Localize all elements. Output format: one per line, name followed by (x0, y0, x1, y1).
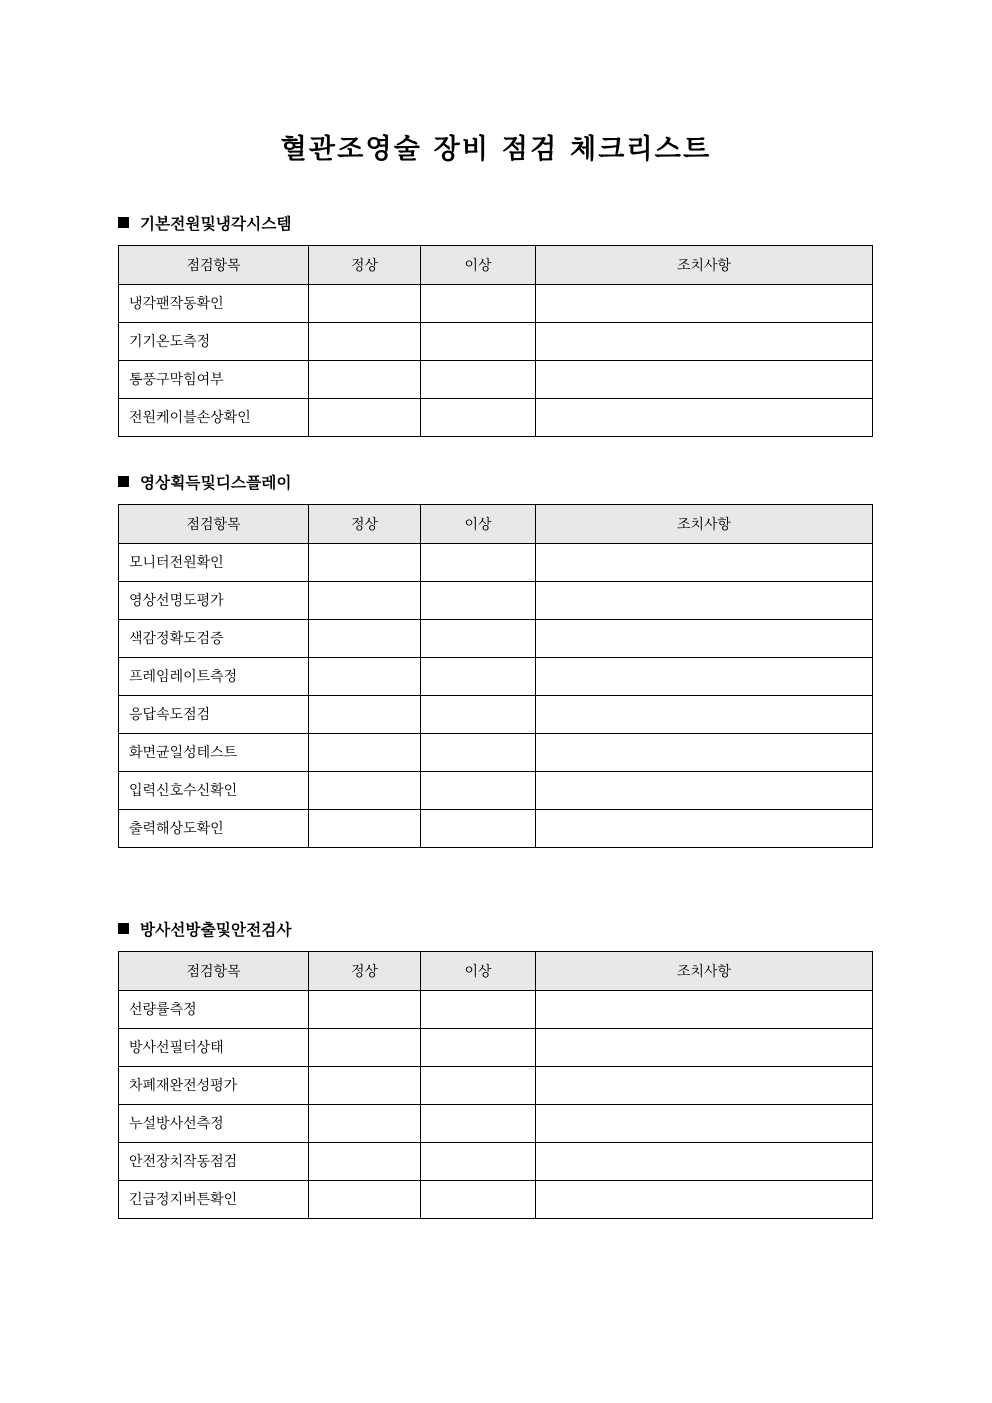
cell-abnormal[interactable] (421, 1028, 536, 1066)
cell-abnormal[interactable] (421, 322, 536, 360)
cell-item: 선량률측정 (119, 990, 309, 1028)
cell-action[interactable] (536, 543, 873, 581)
cell-abnormal[interactable] (421, 581, 536, 619)
table-header-row (119, 245, 873, 284)
table-row (119, 695, 873, 733)
column-header-normal: 정상 (309, 245, 421, 284)
cell-action[interactable] (536, 398, 873, 436)
section-basic-power-cooling (0, 212, 992, 437)
table-row (119, 322, 873, 360)
cell-abnormal[interactable] (421, 1104, 536, 1142)
cell-normal[interactable] (309, 581, 421, 619)
cell-abnormal[interactable] (421, 1066, 536, 1104)
cell-abnormal[interactable] (421, 398, 536, 436)
cell-normal[interactable] (309, 1066, 421, 1104)
cell-abnormal[interactable] (421, 619, 536, 657)
cell-item: 긴급정지버튼확인 (119, 1180, 309, 1218)
table-row (119, 360, 873, 398)
cell-item: 안전장치작동점검 (119, 1142, 309, 1180)
cell-item: 모니터전원확인 (119, 543, 309, 581)
cell-item: 화면균일성테스트 (119, 733, 309, 771)
checklist-table (118, 504, 873, 848)
cell-action[interactable] (536, 1142, 873, 1180)
cell-normal[interactable] (309, 1142, 421, 1180)
cell-action[interactable] (536, 284, 873, 322)
table-row (119, 771, 873, 809)
cell-item: 출력해상도확인 (119, 809, 309, 847)
table-header-row (119, 951, 873, 990)
table-row (119, 581, 873, 619)
cell-item: 기기온도측정 (119, 322, 309, 360)
table-row (119, 990, 873, 1028)
column-header-abnormal: 이상 (421, 245, 536, 284)
cell-abnormal[interactable] (421, 657, 536, 695)
table-row (119, 733, 873, 771)
cell-item: 영상선명도평가 (119, 581, 309, 619)
square-bullet-icon (118, 476, 129, 487)
cell-abnormal[interactable] (421, 695, 536, 733)
cell-item: 입력신호수신확인 (119, 771, 309, 809)
square-bullet-icon (118, 923, 129, 934)
column-header-abnormal: 이상 (421, 951, 536, 990)
cell-normal[interactable] (309, 1180, 421, 1218)
section-heading-label: 기본전원및냉각시스템 (140, 214, 292, 233)
column-header-item: 점검항목 (119, 504, 309, 543)
table-row (119, 1180, 873, 1218)
cell-item: 프레임레이트측정 (119, 657, 309, 695)
cell-abnormal[interactable] (421, 284, 536, 322)
table-row (119, 1066, 873, 1104)
checklist-table (118, 245, 873, 437)
cell-action[interactable] (536, 1066, 873, 1104)
square-bullet-icon (118, 217, 129, 228)
cell-action[interactable] (536, 657, 873, 695)
cell-abnormal[interactable] (421, 771, 536, 809)
column-header-item: 점검항목 (119, 245, 309, 284)
table-row (119, 1104, 873, 1142)
cell-item: 차폐재완전성평가 (119, 1066, 309, 1104)
table-row (119, 1028, 873, 1066)
cell-normal[interactable] (309, 360, 421, 398)
column-header-action: 조치사항 (536, 504, 873, 543)
cell-abnormal[interactable] (421, 1180, 536, 1218)
cell-action[interactable] (536, 771, 873, 809)
cell-normal[interactable] (309, 1028, 421, 1066)
section-heading-label: 방사선방출및안전검사 (140, 920, 292, 939)
table-row (119, 1142, 873, 1180)
section-image-acquisition-display (0, 471, 992, 848)
table-row (119, 657, 873, 695)
page-title: 혈관조영술 장비 점검 체크리스트 (280, 134, 712, 165)
cell-normal[interactable] (309, 1104, 421, 1142)
section-radiation-safety (0, 918, 992, 1219)
column-header-action: 조치사항 (536, 951, 873, 990)
cell-normal[interactable] (309, 398, 421, 436)
cell-item: 전원케이블손상확인 (119, 398, 309, 436)
section-heading (118, 471, 873, 493)
checklist-table (118, 951, 873, 1219)
cell-normal[interactable] (309, 657, 421, 695)
cell-action[interactable] (536, 733, 873, 771)
section-heading-label: 영상획득및디스플레이 (140, 473, 292, 492)
cell-abnormal[interactable] (421, 809, 536, 847)
table-row (119, 284, 873, 322)
table-row (119, 619, 873, 657)
column-header-action: 조치사항 (536, 245, 873, 284)
table-header-row (119, 504, 873, 543)
table-row (119, 543, 873, 581)
cell-abnormal[interactable] (421, 990, 536, 1028)
table-row (119, 398, 873, 436)
cell-item: 누설방사선측정 (119, 1104, 309, 1142)
cell-normal[interactable] (309, 322, 421, 360)
section-heading (118, 918, 873, 940)
cell-action[interactable] (536, 1180, 873, 1218)
cell-item: 통풍구막힘여부 (119, 360, 309, 398)
cell-normal[interactable] (309, 990, 421, 1028)
column-header-normal: 정상 (309, 504, 421, 543)
cell-abnormal[interactable] (421, 1142, 536, 1180)
cell-action[interactable] (536, 360, 873, 398)
cell-action[interactable] (536, 619, 873, 657)
cell-normal[interactable] (309, 695, 421, 733)
cell-normal[interactable] (309, 809, 421, 847)
cell-abnormal[interactable] (421, 360, 536, 398)
cell-action[interactable] (536, 809, 873, 847)
column-header-abnormal: 이상 (421, 504, 536, 543)
cell-normal[interactable] (309, 771, 421, 809)
cell-normal[interactable] (309, 543, 421, 581)
cell-normal[interactable] (309, 619, 421, 657)
cell-action[interactable] (536, 990, 873, 1028)
cell-abnormal[interactable] (421, 543, 536, 581)
cell-action[interactable] (536, 1104, 873, 1142)
cell-item: 색감정확도검증 (119, 619, 309, 657)
cell-item: 응답속도점검 (119, 695, 309, 733)
section-heading (118, 212, 873, 234)
table-row (119, 809, 873, 847)
cell-action[interactable] (536, 322, 873, 360)
cell-item: 냉각팬작동확인 (119, 284, 309, 322)
cell-abnormal[interactable] (421, 733, 536, 771)
cell-action[interactable] (536, 1028, 873, 1066)
column-header-normal: 정상 (309, 951, 421, 990)
cell-normal[interactable] (309, 733, 421, 771)
column-header-item: 점검항목 (119, 951, 309, 990)
cell-action[interactable] (536, 581, 873, 619)
cell-normal[interactable] (309, 284, 421, 322)
cell-item: 방사선필터상태 (119, 1028, 309, 1066)
cell-action[interactable] (536, 695, 873, 733)
